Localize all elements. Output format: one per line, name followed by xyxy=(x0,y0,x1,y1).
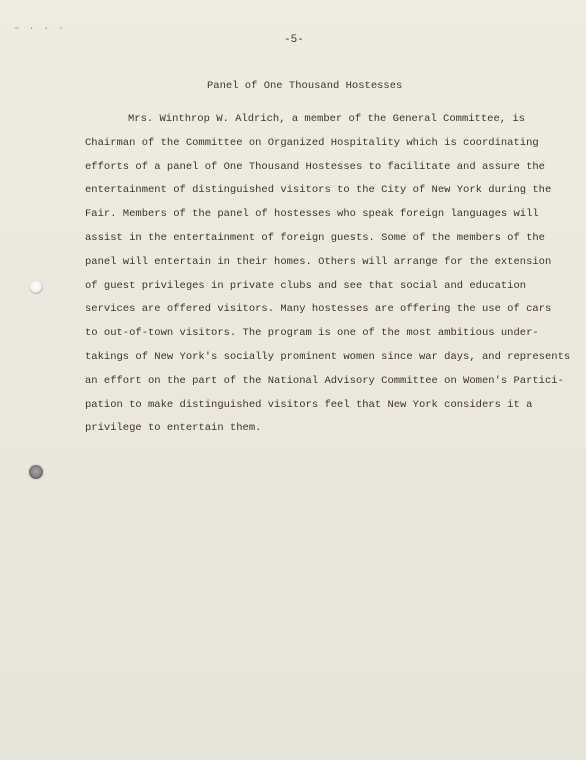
body-line: of guest privileges in private clubs and see that social and education xyxy=(85,279,527,292)
page-title: Panel of One Thousand Hostesses xyxy=(207,80,403,92)
body-line: Fair. Members of the panel of hostesses who speak foreign languages will xyxy=(85,208,539,221)
body-line: services are offered visitors. Many hostesses are offering the use of cars xyxy=(85,303,552,316)
body-line: to out-of-town visitors. The program is one of the most ambitious under- xyxy=(85,327,539,340)
body-line: efforts of a panel of One Thousand Hostesses to facilitate and assure the xyxy=(85,160,545,173)
body-line: Mrs. Winthrop W. Aldrich, a member of the General Committee, is xyxy=(128,113,525,125)
body-line: takings of New York's socially prominent women since war days, and represents xyxy=(85,350,571,363)
body-line: panel will entertain in their homes. Others will arrange for the extension xyxy=(85,255,552,268)
corner-mark: ~ · · · xyxy=(14,24,66,34)
body-line: entertainment of distinguished visitors to the City of New York during the xyxy=(85,184,552,197)
body-line: an effort on the part of the National Advisory Committee on Women's Partici- xyxy=(85,374,564,387)
body-text xyxy=(85,108,571,441)
punch-hole xyxy=(29,465,43,479)
body-line: assist in the entertainment of foreign guests. Some of the members of the xyxy=(85,231,545,244)
body-line: Chairman of the Committee on Organized Hospitality which is coordinating xyxy=(85,136,539,149)
body-line: pation to make distinguished visitors feel that New York considers it a xyxy=(85,398,533,411)
page-number: -5- xyxy=(284,34,304,46)
body-line: privilege to entertain them. xyxy=(85,422,262,435)
punch-hole xyxy=(29,280,43,294)
